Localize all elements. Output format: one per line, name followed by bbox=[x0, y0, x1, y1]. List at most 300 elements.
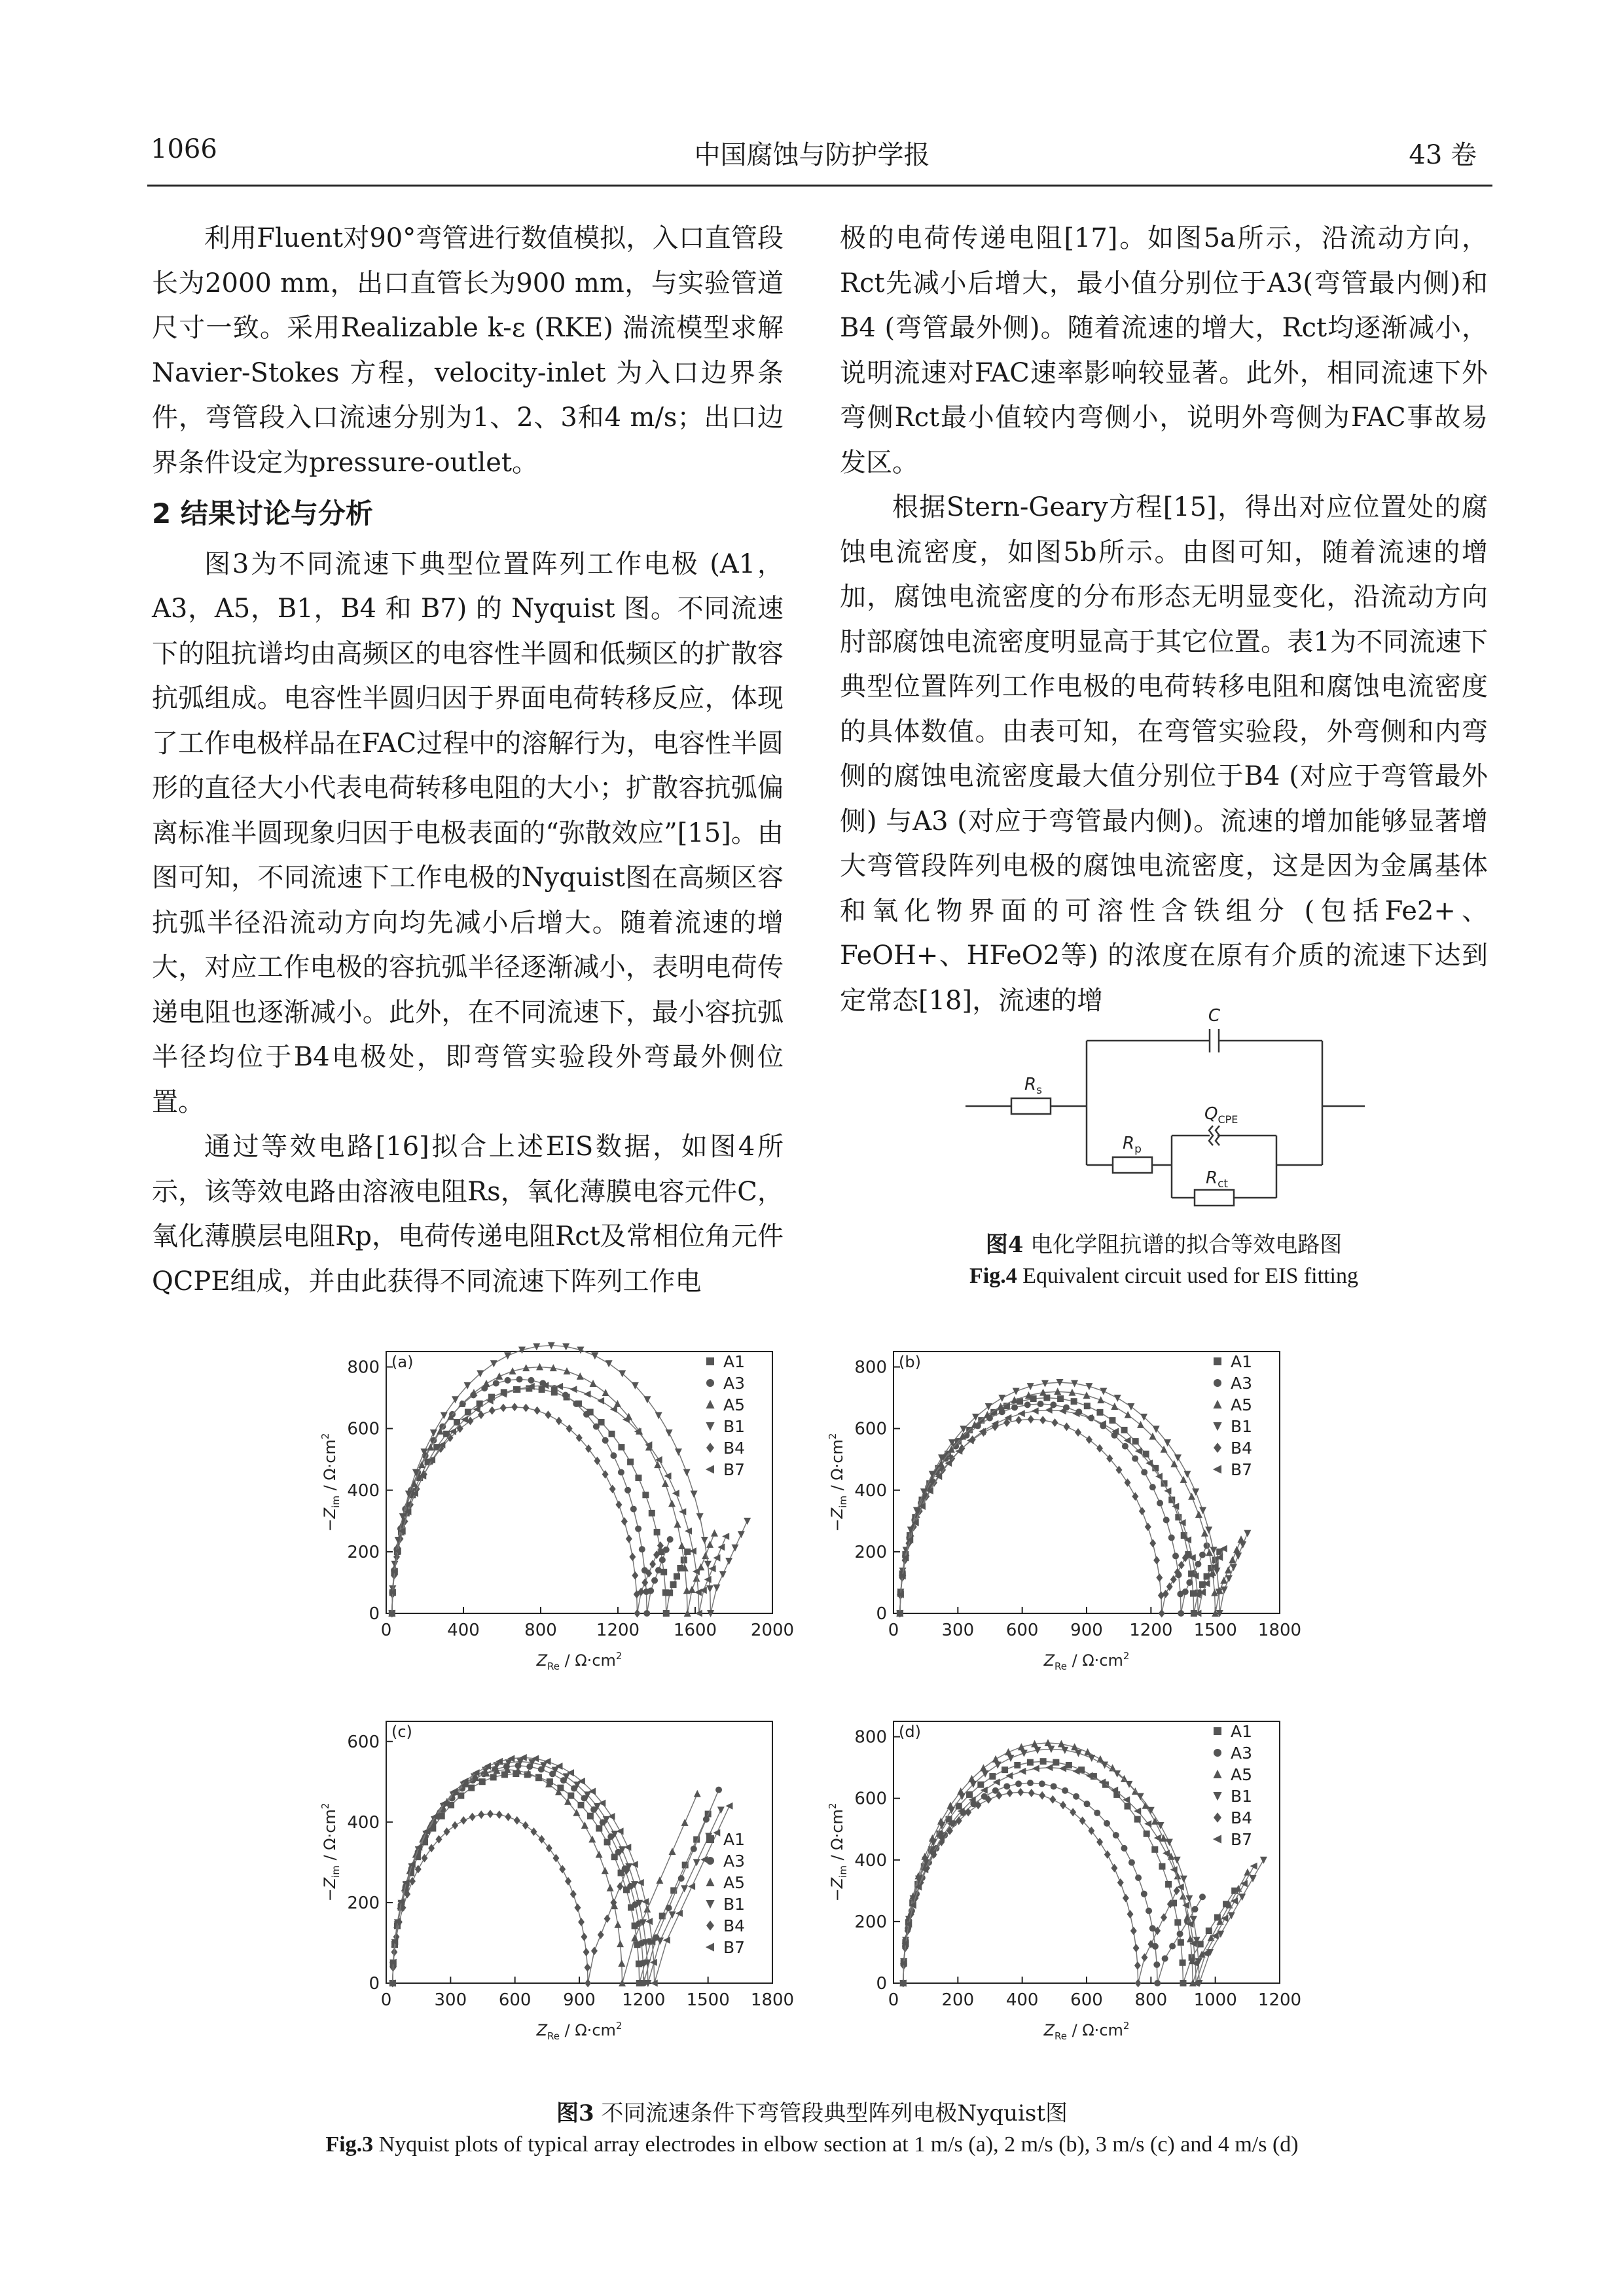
data-point bbox=[713, 1554, 720, 1562]
data-point bbox=[1195, 1511, 1202, 1518]
data-point bbox=[577, 1347, 584, 1354]
data-point bbox=[635, 1475, 641, 1481]
data-point bbox=[1101, 1762, 1108, 1769]
data-point bbox=[1005, 1748, 1012, 1755]
x-tick-label: 200 bbox=[941, 1990, 975, 2010]
label-rct: $R_{ct}$ bbox=[1206, 1168, 1229, 1191]
data-point bbox=[1125, 1411, 1132, 1418]
data-point bbox=[584, 1964, 590, 1972]
legend-marker bbox=[706, 1835, 714, 1843]
data-point bbox=[1141, 1469, 1147, 1475]
data-point bbox=[1084, 1801, 1091, 1807]
legend-label: A1 bbox=[1231, 1722, 1253, 1741]
data-point bbox=[591, 1352, 598, 1359]
data-point bbox=[659, 1556, 666, 1563]
data-point bbox=[1221, 1915, 1228, 1922]
data-point bbox=[731, 1545, 738, 1552]
data-point bbox=[1192, 1488, 1199, 1496]
data-point bbox=[1040, 1758, 1047, 1765]
legend-label: B7 bbox=[723, 1460, 746, 1479]
data-point bbox=[711, 1530, 718, 1537]
data-point bbox=[1132, 1456, 1138, 1462]
data-point bbox=[675, 1448, 682, 1456]
data-point bbox=[1130, 1927, 1137, 1935]
data-point bbox=[624, 1844, 631, 1851]
series-b4 bbox=[897, 1415, 1189, 1617]
data-point bbox=[1049, 1795, 1056, 1804]
legend-label: A3 bbox=[1231, 1744, 1253, 1763]
legend-label: B4 bbox=[723, 1916, 746, 1935]
y-tick-label: 0 bbox=[369, 1974, 380, 1994]
legend-label: A1 bbox=[723, 1352, 746, 1371]
data-point bbox=[1005, 1772, 1013, 1780]
y-tick-label: 800 bbox=[854, 1727, 887, 1748]
data-point bbox=[604, 1839, 611, 1845]
data-point bbox=[1039, 1416, 1046, 1424]
data-point bbox=[1114, 1395, 1121, 1402]
data-point bbox=[694, 1790, 701, 1797]
y-tick-label: 0 bbox=[876, 1974, 887, 1994]
data-point bbox=[1038, 1401, 1044, 1407]
data-point bbox=[1027, 1759, 1034, 1766]
data-point bbox=[1128, 1859, 1135, 1866]
data-point bbox=[602, 1867, 609, 1874]
data-point bbox=[581, 1933, 587, 1941]
data-point bbox=[1182, 1588, 1189, 1595]
data-point bbox=[717, 1806, 725, 1814]
legend-label: A5 bbox=[723, 1395, 746, 1414]
section-heading: 2 结果讨论与分析 bbox=[152, 497, 373, 529]
data-point bbox=[1094, 1810, 1100, 1816]
data-point bbox=[528, 1377, 535, 1384]
data-point bbox=[578, 1802, 585, 1808]
resistor-rs bbox=[1011, 1098, 1051, 1114]
data-point bbox=[1185, 1895, 1193, 1903]
data-point bbox=[539, 1386, 545, 1393]
data-point bbox=[1172, 1552, 1179, 1559]
data-point bbox=[669, 1911, 676, 1918]
data-point bbox=[583, 1411, 590, 1418]
legend-marker bbox=[706, 1379, 714, 1387]
data-point bbox=[992, 1755, 1000, 1763]
data-point bbox=[605, 1360, 613, 1367]
x-axis-label: $Z_{Re} / \Omega\cdot cm^2$ bbox=[1043, 2020, 1130, 2042]
data-point bbox=[1057, 1395, 1064, 1402]
data-point bbox=[1164, 1487, 1171, 1494]
y-tick-label: 200 bbox=[854, 1542, 887, 1562]
data-point bbox=[1154, 1835, 1161, 1842]
y-axis-label: $-Z_{im} / \Omega\cdot cm^2$ bbox=[827, 1433, 849, 1532]
data-point bbox=[664, 1473, 672, 1480]
legend-label: B1 bbox=[723, 1895, 746, 1914]
data-point bbox=[709, 1565, 716, 1572]
y-tick-label: 400 bbox=[854, 1850, 887, 1871]
data-point bbox=[626, 1535, 632, 1543]
data-point bbox=[702, 1552, 709, 1559]
left-para-3: 通过等效电路[16]拟合上述EIS数据，如图4所示，该等效电路由溶液电阻Rs，氧化薄膜电容元件C，氧化薄膜层电阻Rp，电荷传递电阻Rct及常相位角元件QCPE组成，并由此获得不同流速下阵列工作电 bbox=[152, 1132, 784, 1297]
x-axis-label: $Z_{Re} / \Omega\cdot cm^2$ bbox=[1043, 1650, 1130, 1672]
series-a5 bbox=[388, 1363, 718, 1617]
data-point bbox=[505, 1812, 511, 1821]
data-point bbox=[1133, 1944, 1140, 1952]
data-point bbox=[1161, 1913, 1167, 1922]
data-point bbox=[596, 1825, 602, 1832]
legend-label: B4 bbox=[1231, 1808, 1253, 1827]
fig3-caption-en: Fig.3 Nyquist plots of typical array electrodes in elbow section at 1 m/s (a), 2 m/s (b), 3 m/s (c) and 4 m/s (d) bbox=[325, 2132, 1299, 2157]
data-point bbox=[1020, 1749, 1028, 1757]
data-point bbox=[672, 1490, 679, 1497]
y-tick-label: 800 bbox=[347, 1357, 380, 1378]
fit-line-a5 bbox=[392, 1367, 715, 1614]
data-point bbox=[441, 1412, 448, 1419]
data-point bbox=[562, 1392, 569, 1399]
data-point bbox=[556, 1416, 562, 1425]
data-point bbox=[618, 1960, 625, 1967]
data-point bbox=[478, 1810, 484, 1819]
data-point bbox=[530, 1827, 537, 1836]
data-point bbox=[630, 1506, 637, 1513]
data-point bbox=[704, 1561, 712, 1568]
data-point bbox=[1111, 1864, 1117, 1873]
data-point bbox=[647, 1587, 654, 1594]
data-point bbox=[1166, 1583, 1173, 1591]
legend-marker bbox=[706, 1900, 714, 1909]
data-point bbox=[534, 1407, 541, 1415]
nyquist-chart-a bbox=[314, 1332, 805, 1705]
data-point bbox=[590, 1380, 597, 1387]
data-point bbox=[1244, 1530, 1251, 1537]
fig3-caption-cn: 图3 不同流速条件下弯管段典型阵列电极Nyquist图 bbox=[556, 2100, 1068, 2126]
right-para-2: 根据Stern-Geary方程[15]，得出对应位置处的腐蚀电流密度，如图5b所示。由图可知，随着流速的增加，腐蚀电流密度的分布形态无明显变化，沿流动方向肘部腐蚀电流密度明显高于其它位置。表1为不同流速下典型位置阵列工作电极的电荷转移电阻和腐蚀电流密度的具体数值。由表可知，在弯管实验段，外弯侧和内弯侧的腐蚀电流密度最大值分别位于B4 (对应于弯管最外侧) 与A3 (对应于弯管最内侧)。流速的增加能够显著增大弯管段阵列电极的腐蚀电流密度，这是因为金属基体和氧化物界面的可溶性含铁组分 (包括Fe2+、FeOH+、HFeO2等) 的浓度在原有介质的流速下达到定常态[18]，流速的增 bbox=[840, 492, 1488, 1016]
data-point bbox=[1073, 1768, 1080, 1775]
data-point bbox=[1015, 1780, 1022, 1787]
data-point bbox=[1154, 1980, 1161, 1986]
data-point bbox=[1231, 1897, 1238, 1905]
data-point bbox=[1062, 1787, 1068, 1794]
x-tick-label: 1200 bbox=[596, 1621, 640, 1640]
data-point bbox=[1032, 1407, 1039, 1414]
label-c: C bbox=[1208, 1006, 1221, 1026]
data-point bbox=[1180, 1980, 1187, 1986]
data-point bbox=[610, 1452, 617, 1459]
data-point bbox=[1098, 1778, 1106, 1785]
legend-label: A3 bbox=[723, 1852, 746, 1871]
y-tick-label: 0 bbox=[369, 1604, 380, 1624]
data-point bbox=[1084, 1403, 1091, 1409]
panel-label: (d) bbox=[899, 1723, 921, 1741]
data-point bbox=[635, 1526, 641, 1532]
fig4-caption bbox=[840, 1229, 1488, 1292]
data-point bbox=[634, 1609, 641, 1618]
data-point bbox=[1156, 1573, 1163, 1582]
data-point bbox=[1060, 1801, 1066, 1809]
data-point bbox=[1206, 1928, 1212, 1934]
data-point bbox=[490, 1774, 497, 1780]
x-axis-label: $Z_{Re} / \Omega\cdot cm^2$ bbox=[536, 1650, 623, 1672]
data-point bbox=[467, 1416, 474, 1425]
x-tick-label: 1000 bbox=[1193, 1990, 1237, 2010]
data-point bbox=[989, 1773, 996, 1780]
data-point bbox=[1059, 1765, 1066, 1772]
data-point bbox=[998, 1395, 1005, 1402]
x-tick-label: 0 bbox=[888, 1990, 899, 2010]
data-point bbox=[681, 1819, 689, 1826]
series-a3 bbox=[389, 1763, 722, 1986]
x-tick-label: 400 bbox=[1005, 1990, 1039, 2010]
data-point bbox=[1125, 1803, 1131, 1810]
data-point bbox=[1139, 1507, 1146, 1515]
data-point bbox=[1192, 1906, 1199, 1912]
data-point bbox=[1127, 1910, 1134, 1918]
data-point bbox=[479, 1778, 486, 1785]
legend-label: A5 bbox=[1231, 1765, 1253, 1784]
data-point bbox=[725, 1803, 732, 1810]
data-point bbox=[522, 1821, 529, 1829]
data-point bbox=[1199, 1893, 1206, 1900]
data-point bbox=[1228, 1912, 1235, 1919]
data-point bbox=[1225, 1575, 1233, 1583]
x-tick-label: 1500 bbox=[1193, 1621, 1237, 1640]
data-point bbox=[585, 1979, 591, 1988]
data-point bbox=[1039, 1791, 1045, 1800]
data-point bbox=[1045, 1739, 1052, 1746]
data-point bbox=[719, 1571, 727, 1578]
page-number: 1066 bbox=[151, 134, 217, 164]
data-point bbox=[1153, 1962, 1160, 1968]
data-point bbox=[617, 1882, 623, 1891]
data-point bbox=[1162, 1955, 1168, 1962]
data-point bbox=[966, 1791, 973, 1798]
legend-label: B1 bbox=[723, 1417, 746, 1436]
legend-marker bbox=[1213, 1465, 1221, 1473]
data-point bbox=[1075, 1428, 1081, 1437]
resistor-rp bbox=[1113, 1157, 1152, 1173]
legend-label: A5 bbox=[723, 1873, 746, 1892]
legend-marker bbox=[706, 1920, 714, 1931]
data-point bbox=[649, 1560, 656, 1568]
y-axis-label: $-Z_{im} / \Omega\cdot cm^2$ bbox=[319, 1433, 342, 1532]
data-point bbox=[514, 1816, 520, 1825]
data-point bbox=[470, 1389, 477, 1396]
fig4-caption-en: Fig.4 Equivalent circuit used for EIS fitting bbox=[969, 1264, 1358, 1288]
series-a5 bbox=[899, 1739, 1251, 1986]
data-point bbox=[655, 1412, 662, 1419]
data-point bbox=[536, 1363, 543, 1371]
data-point bbox=[1015, 1416, 1022, 1424]
data-point bbox=[696, 1513, 704, 1520]
data-point bbox=[1039, 1780, 1045, 1787]
data-point bbox=[1239, 1541, 1246, 1549]
data-point bbox=[443, 1827, 450, 1836]
x-tick-label: 300 bbox=[941, 1621, 975, 1640]
data-point bbox=[717, 1543, 725, 1551]
data-point bbox=[1127, 1403, 1134, 1410]
data-point bbox=[977, 1782, 984, 1788]
data-point bbox=[654, 1529, 660, 1535]
legend-label: B7 bbox=[1231, 1830, 1253, 1849]
data-point bbox=[602, 1389, 609, 1396]
data-point bbox=[569, 1386, 577, 1393]
data-point bbox=[1149, 1539, 1156, 1547]
data-point bbox=[629, 1552, 636, 1561]
data-point bbox=[704, 1576, 712, 1583]
data-point bbox=[1071, 1398, 1077, 1405]
data-point bbox=[997, 1403, 1004, 1410]
legend-label: B7 bbox=[1231, 1460, 1253, 1479]
data-point bbox=[1045, 1407, 1053, 1414]
legend-marker bbox=[1213, 1422, 1221, 1431]
data-point bbox=[1028, 1789, 1035, 1797]
data-point bbox=[1135, 1874, 1142, 1881]
data-point bbox=[1144, 1831, 1150, 1837]
data-point bbox=[649, 1510, 655, 1516]
fit-line-b7 bbox=[903, 1768, 1254, 1983]
fit-line-a1 bbox=[392, 1389, 687, 1614]
data-point bbox=[663, 1610, 670, 1617]
data-point bbox=[1159, 1609, 1165, 1618]
data-point bbox=[607, 1813, 615, 1820]
data-point bbox=[1141, 1891, 1147, 1897]
legend-marker bbox=[706, 1422, 714, 1431]
legend-label: A3 bbox=[723, 1374, 746, 1393]
data-point bbox=[1086, 1435, 1092, 1444]
data-point bbox=[1121, 1845, 1127, 1852]
data-point bbox=[662, 1480, 669, 1487]
data-point bbox=[511, 1403, 518, 1411]
data-point bbox=[1132, 1492, 1138, 1501]
data-point bbox=[676, 1910, 683, 1917]
data-point bbox=[1144, 1820, 1151, 1827]
data-point bbox=[574, 1903, 581, 1912]
x-tick-label: 900 bbox=[563, 1990, 596, 2010]
data-point bbox=[609, 1484, 616, 1493]
data-point bbox=[1230, 1564, 1237, 1571]
legend-label: A1 bbox=[723, 1830, 746, 1849]
y-tick-label: 200 bbox=[347, 1893, 380, 1913]
fit-line-b1 bbox=[903, 1749, 1264, 1983]
data-point bbox=[598, 1931, 604, 1939]
data-point bbox=[587, 1813, 594, 1820]
legend-marker bbox=[1214, 1443, 1221, 1453]
x-tick-label: 1800 bbox=[1257, 1621, 1302, 1640]
series-a3 bbox=[389, 1376, 674, 1617]
x-axis-label: $Z_{Re} / \Omega\cdot cm^2$ bbox=[536, 2020, 623, 2042]
data-point bbox=[657, 1937, 664, 1945]
fit-line-a3 bbox=[903, 1783, 1202, 1983]
legend-marker bbox=[1214, 1812, 1221, 1823]
data-point bbox=[715, 1787, 722, 1793]
fit-line-a3 bbox=[393, 1766, 719, 1983]
data-point bbox=[701, 1537, 708, 1544]
data-point bbox=[1186, 1579, 1193, 1586]
data-point bbox=[655, 1567, 662, 1573]
y-tick-label: 400 bbox=[347, 1812, 380, 1833]
label-qcpe: $Q_{CPE}$ bbox=[1204, 1104, 1238, 1126]
legend-marker bbox=[706, 1857, 714, 1865]
left-para-1: 利用Fluent对90°弯管进行数值模拟，入口直管段长为2000 mm，出口直管长为900 mm，与实验管道尺寸一致。采用Realizable k-ε (RKE) 湍流模型求解 Navier-Stokes 方程，velocity-inlet 为入口边界条件，弯管段入口流速分别为1、2、3和4 m/s；出口边界条件设定为pressure-outlet。 bbox=[152, 223, 784, 478]
data-point bbox=[1096, 1409, 1103, 1416]
data-point bbox=[1180, 1476, 1187, 1483]
data-point bbox=[689, 1586, 696, 1593]
data-point bbox=[1229, 1556, 1236, 1563]
data-point bbox=[1163, 1850, 1170, 1857]
data-point bbox=[1014, 1762, 1020, 1768]
data-point bbox=[1168, 1534, 1175, 1541]
x-tick-label: 0 bbox=[380, 1621, 392, 1640]
data-point bbox=[504, 1352, 511, 1359]
data-point bbox=[483, 1380, 490, 1387]
plot-frame bbox=[893, 1721, 1280, 1983]
data-point bbox=[568, 1793, 574, 1799]
data-point bbox=[1238, 1893, 1246, 1901]
series-b1 bbox=[896, 1379, 1251, 1617]
panel-label: (c) bbox=[391, 1723, 412, 1741]
nyquist-chart-d bbox=[821, 1702, 1312, 2075]
data-point bbox=[1225, 1566, 1232, 1573]
data-point bbox=[627, 1459, 634, 1465]
data-point bbox=[516, 1376, 523, 1382]
data-point bbox=[1220, 1577, 1227, 1584]
legend-marker bbox=[1213, 1792, 1221, 1801]
data-point bbox=[1188, 1493, 1195, 1500]
data-point bbox=[1024, 1401, 1031, 1408]
data-point bbox=[994, 1762, 1001, 1769]
y-tick-label: 200 bbox=[347, 1542, 380, 1562]
data-point bbox=[452, 1821, 458, 1829]
data-point bbox=[1178, 1610, 1184, 1617]
data-point bbox=[1075, 1749, 1082, 1757]
data-point bbox=[487, 1810, 494, 1818]
data-point bbox=[681, 1885, 688, 1892]
data-point bbox=[593, 1424, 600, 1430]
data-point bbox=[1007, 1755, 1015, 1762]
data-point bbox=[518, 1347, 526, 1354]
data-point bbox=[1153, 1556, 1160, 1564]
data-point bbox=[1183, 1471, 1191, 1478]
data-point bbox=[1088, 1755, 1095, 1762]
data-point bbox=[602, 1437, 609, 1444]
data-point bbox=[1159, 1863, 1165, 1870]
data-point bbox=[667, 1536, 674, 1543]
fit-line-a5 bbox=[903, 1743, 1248, 1983]
y-tick-label: 600 bbox=[347, 1732, 380, 1752]
data-point bbox=[624, 1487, 631, 1494]
legend-label: B1 bbox=[1231, 1417, 1253, 1436]
data-point bbox=[744, 1518, 751, 1525]
data-point bbox=[1051, 1783, 1057, 1789]
data-point bbox=[469, 1812, 476, 1821]
data-point bbox=[656, 1876, 663, 1884]
data-point bbox=[980, 1764, 987, 1771]
right-para-1: 极的电荷传递电阻[17]。如图5a所示，沿流动方向，Rct先减小后增大，最小值分别位于A3(弯管最内侧)和B4 (弯管最外侧)。随着流速的增大，Rct均逐渐减小，说明流速对FAC速率影响较显著。此外，相同流速下外弯侧Rct最小值较内弯侧小，说明外弯侧为FAC事故易发区。 bbox=[840, 223, 1488, 478]
data-point bbox=[668, 1499, 676, 1507]
x-tick-label: 1200 bbox=[622, 1990, 666, 2010]
data-point bbox=[618, 1469, 624, 1475]
data-point bbox=[679, 1508, 686, 1515]
y-tick-label: 200 bbox=[854, 1912, 887, 1932]
data-point bbox=[597, 1397, 604, 1405]
data-point bbox=[1165, 1881, 1172, 1888]
data-point bbox=[610, 1406, 617, 1413]
data-point bbox=[409, 1877, 416, 1886]
data-point bbox=[1199, 1552, 1206, 1558]
data-point bbox=[493, 1380, 499, 1386]
x-tick-label: 600 bbox=[498, 1990, 532, 2010]
data-point bbox=[1097, 1396, 1104, 1403]
data-point bbox=[604, 1914, 611, 1923]
data-point bbox=[1180, 1876, 1187, 1883]
legend-marker bbox=[706, 1357, 714, 1365]
